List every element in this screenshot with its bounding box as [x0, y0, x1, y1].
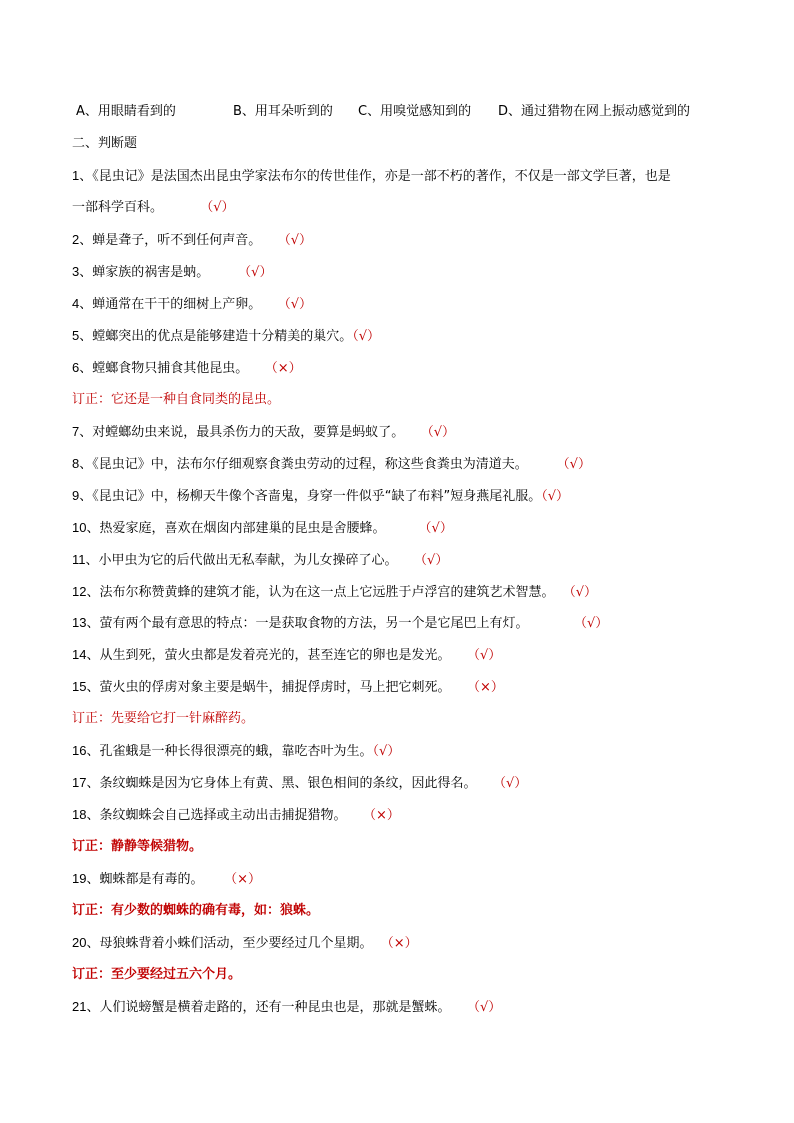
question-item-continued — [72, 199, 235, 217]
question-item — [72, 934, 418, 953]
answer-options-row — [76, 103, 766, 121]
item-text: 萤有两个最有意思的特点：一是获取食物的方法，另一个是它尾巴上有灯。 — [99, 616, 574, 631]
answer-mark: （√） — [562, 585, 598, 600]
option-a: A、用眼睛看到的 — [76, 104, 176, 119]
item-number: 16、 — [72, 743, 100, 758]
item-number: 4、 — [72, 296, 93, 311]
item-number: 11、 — [72, 552, 99, 567]
item-number: 3、 — [72, 264, 93, 279]
section-title: 二、判断题 — [72, 136, 138, 151]
question-item — [72, 551, 448, 570]
item-number: 9、 — [72, 488, 93, 503]
question-item — [72, 870, 261, 889]
correction-note: 订正：它还是一种自食同类的昆虫。 — [72, 392, 281, 407]
item-text: 对螳螂幼虫来说，最具杀伤力的天敌，要算是蚂蚁了。 — [92, 425, 421, 440]
question-item — [72, 359, 302, 378]
answer-mark: （√） — [414, 553, 449, 568]
option-b: B、用耳朵听到的 — [233, 104, 333, 119]
item-number: 6、 — [72, 360, 93, 375]
item-number: 14、 — [72, 647, 100, 662]
option-d: D、通过猎物在网上振动感觉到的 — [498, 104, 691, 119]
question-item — [72, 167, 671, 186]
answer-mark: （√） — [277, 233, 313, 248]
item-text: 蜘蛛都是有毒的。 — [99, 872, 225, 887]
answer-mark: （×） — [380, 936, 418, 951]
question-item — [72, 998, 501, 1017]
answer-mark: （√） — [420, 425, 456, 440]
item-number: 12、 — [72, 584, 100, 599]
question-item — [72, 614, 608, 633]
answer-mark: （√） — [541, 489, 570, 504]
answer-mark: （√） — [277, 297, 313, 312]
item-number: 13、 — [72, 615, 100, 630]
answer-mark: （√） — [352, 329, 381, 344]
item-number: 5、 — [72, 328, 93, 343]
item-text: 热爱家庭，喜欢在烟囱内部建巢的昆虫是舍腰蜂。 — [99, 521, 419, 536]
question-item — [72, 263, 272, 282]
item-text: 从生到死，萤火虫都是发着亮光的，甚至连它的卵也是发光。 — [99, 648, 467, 663]
answer-mark: （×） — [224, 872, 262, 887]
item-number: 10、 — [72, 520, 100, 535]
correction-note: 订正：有少数的蜘蛛的确有毒，如：狼蛛。 — [72, 903, 320, 918]
item-text: 法布尔称赞黄蜂的建筑才能，认为在这一点上它远胜于卢浮宫的建筑艺术智慧。 — [99, 585, 563, 600]
answer-mark: （√） — [418, 521, 453, 536]
item-text: 螳螂突出的优点是能够建造十分精美的巢穴。 — [92, 329, 353, 344]
correction-note: 订正：先要给它打一针麻醉药。 — [72, 711, 255, 726]
question-item — [72, 742, 400, 761]
correction-note: 订正：至少要经过五六个月。 — [72, 967, 242, 982]
question-item — [72, 806, 400, 825]
answer-mark: （√） — [238, 265, 273, 280]
item-text: 母狼蛛背着小蛛们活动，至少要经过几个星期。 — [99, 936, 381, 951]
item-number: 18、 — [72, 807, 100, 822]
item-number: 2、 — [72, 232, 93, 247]
item-text: 一部科学百科。 — [72, 200, 201, 215]
item-text: 条纹蜘蛛是因为它身体上有黄、黑、银色相间的条纹，因此得名。 — [99, 776, 493, 791]
item-number: 21、 — [72, 999, 100, 1014]
answer-mark: （×） — [467, 680, 504, 695]
item-text: 《昆虫记》是法国杰出昆虫学家法布尔的传世佳作，亦是一部不朽的著作，不仅是一部文学巨著，也是 — [92, 169, 671, 184]
item-text: 蝉是聋子，听不到任何声音。 — [92, 233, 278, 248]
question-item — [72, 455, 591, 474]
item-text: 条纹蜘蛛会自己选择或主动出击捕捉猎物。 — [99, 808, 363, 823]
item-number: 8、 — [72, 456, 93, 471]
item-text: 蝉家族的祸害是蚋。 — [92, 265, 239, 280]
answer-mark: （√） — [573, 616, 609, 631]
correction-note: 订正：静静等候猎物。 — [72, 839, 203, 854]
item-text: 蝉通常在干干的细树上产卵。 — [92, 297, 278, 312]
question-item — [72, 774, 527, 793]
item-text: 人们说螃蟹是横着走路的，还有一种昆虫也是，那就是蟹蛛。 — [99, 1000, 467, 1015]
item-text: 《昆虫记》中，杨柳天牛像个吝啬鬼，身穿一件似乎“缺了布料”短身燕尾礼服。 — [92, 489, 542, 504]
answer-mark: （√） — [372, 744, 401, 759]
question-item — [72, 231, 312, 250]
question-item — [72, 646, 501, 665]
option-c: C、用嗅觉感知到的 — [358, 104, 472, 119]
item-text: 螳螂食物只捕食其他昆虫。 — [92, 361, 265, 376]
answer-mark: （×） — [264, 361, 302, 376]
question-item — [72, 678, 504, 697]
answer-mark: （√） — [493, 776, 528, 791]
item-text: 小甲虫为它的后代做出无私奉献，为儿女操碎了心。 — [98, 553, 415, 568]
item-number: 19、 — [72, 871, 100, 886]
item-number: 15、 — [72, 679, 100, 694]
item-text: 《昆虫记》中，法布尔仔细观察食粪虫劳动的过程，称这些食粪虫为清道夫。 — [92, 457, 557, 472]
question-item — [72, 487, 569, 506]
question-item — [72, 583, 597, 602]
answer-mark: （×） — [363, 808, 400, 823]
answer-mark: （√） — [200, 200, 235, 215]
item-number: 1、 — [72, 168, 93, 183]
question-item — [72, 423, 455, 442]
answer-mark: （√） — [556, 457, 591, 472]
question-item — [72, 519, 453, 538]
question-item — [72, 327, 380, 346]
item-text: 萤火虫的俘虏对象主要是蜗牛，捕捉俘虏时，马上把它刺死。 — [99, 680, 467, 695]
question-item — [72, 295, 312, 314]
answer-mark: （√） — [467, 648, 502, 663]
item-text: 孔雀蛾是一种长得很漂亮的蛾，靠吃杏叶为生。 — [99, 744, 373, 759]
item-number: 17、 — [72, 775, 100, 790]
item-number: 20、 — [72, 935, 100, 950]
item-number: 7、 — [72, 424, 93, 439]
answer-mark: （√） — [467, 1000, 502, 1015]
